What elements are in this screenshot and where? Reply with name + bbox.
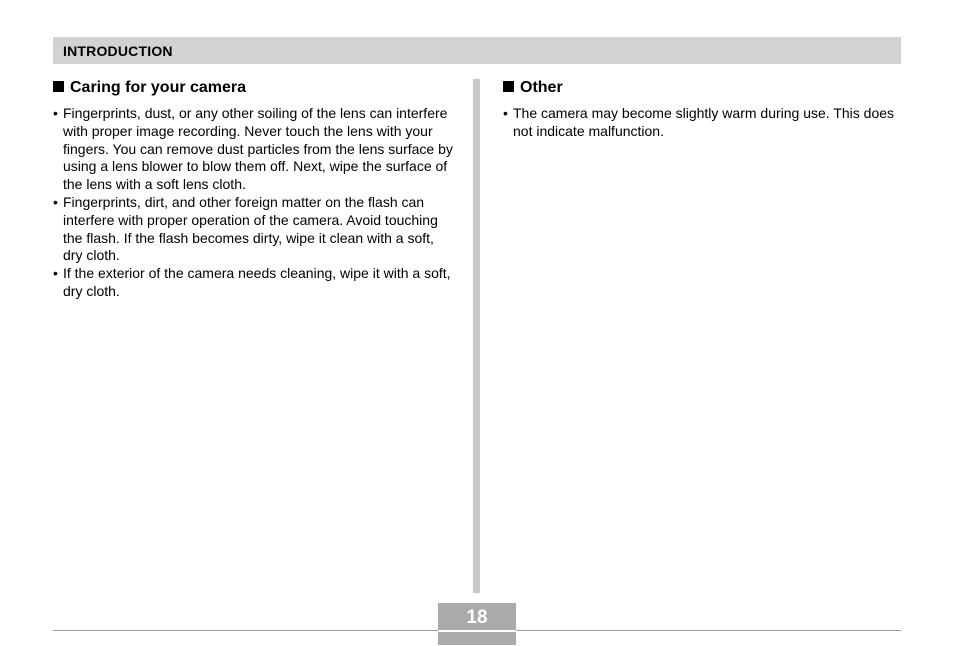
- list-item: [53, 265, 455, 301]
- caring-section-heading: [53, 78, 455, 98]
- square-bullet-icon: [53, 81, 64, 92]
- section-header-title: INTRODUCTION: [63, 43, 173, 59]
- bullet-dot-icon: •: [53, 105, 58, 121]
- list-item-text: If the exterior of the camera needs cleaning, wipe it with a soft, dry cloth.: [63, 265, 451, 299]
- bullet-dot-icon: •: [503, 105, 508, 121]
- other-section-heading: [503, 78, 901, 98]
- list-item-text: Fingerprints, dirt, and other foreign matter on the flash can interfere with proper operation of the camera. Avoid touching the flash. If the flash becomes dirty, wipe it clean with a soft, dry cloth.: [63, 193, 438, 264]
- bullet-dot-icon: •: [53, 265, 58, 282]
- bullet-dot-icon: •: [53, 193, 58, 210]
- list-item: [503, 105, 901, 141]
- list-item: [53, 194, 455, 265]
- left-column: [53, 78, 455, 301]
- page-number-box: [438, 603, 516, 645]
- caring-bullet-list: [53, 105, 455, 301]
- list-item: [53, 105, 455, 194]
- square-bullet-icon: [503, 81, 514, 92]
- list-item-text: The camera may become slightly warm during use. This does not indicate malfunction.: [513, 105, 895, 139]
- other-bullet-list: [503, 105, 901, 141]
- list-item-text: Fingerprints, dust, or any other soiling of the lens can interfere with proper image recording. Never touch the lens with your fingers. You can remove dust particles from the lens surface by using a lens blower to blow them off. Next, wipe the surface of the lens with a soft lens cloth.: [63, 105, 453, 193]
- page-number: 18: [466, 607, 488, 628]
- column-divider: [473, 79, 480, 593]
- page-number-band: [438, 630, 516, 632]
- other-heading-text: Other: [520, 79, 563, 96]
- section-header-bar: [53, 37, 901, 64]
- caring-heading-text: Caring for your camera: [70, 79, 247, 96]
- right-column: [503, 78, 901, 141]
